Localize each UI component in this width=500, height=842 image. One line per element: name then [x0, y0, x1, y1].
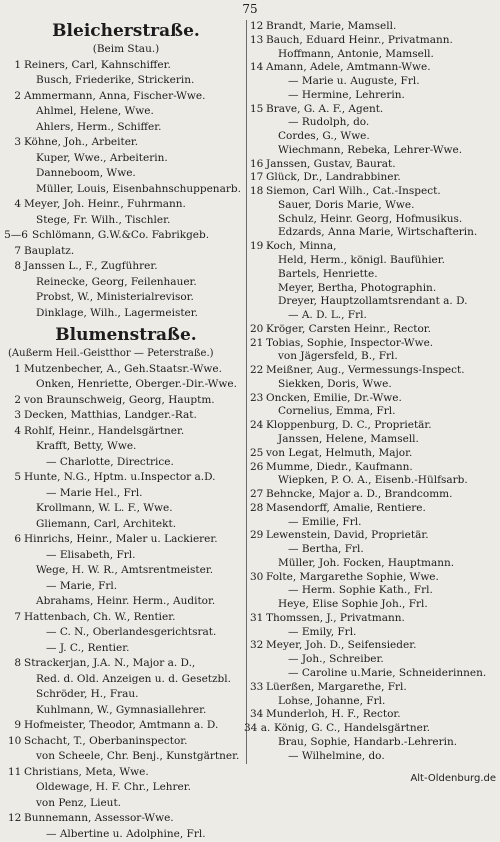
resident-entry: Dreyer, Hauptzollamtsrendant a. D. — [278, 295, 494, 309]
resident-entry: Köhne, Joh., Arbeiter. — [24, 135, 244, 151]
directory-entry — [250, 681, 494, 695]
directory-entry — [8, 765, 244, 781]
house-number: 11 — [8, 765, 21, 781]
directory-entry — [250, 392, 494, 406]
resident-entry: Glück, Dr., Landrabbiner. — [266, 171, 494, 185]
resident-entry: Meyer, Joh. D., Seifensieder. — [266, 639, 494, 653]
directory-entry — [8, 718, 244, 734]
resident-entry: Mumme, Diedr., Kaufmann. — [266, 461, 494, 475]
directory-entry — [250, 268, 494, 282]
directory-entry — [250, 708, 494, 722]
directory-entry — [8, 501, 244, 517]
resident-entry: Stege, Fr. Wilh., Tischler. — [36, 213, 244, 229]
resident-entry: Schröder, H., Frau. — [36, 687, 244, 703]
resident-entry: Behncke, Major a. D., Brandcomm. — [266, 488, 494, 502]
house-number: 13 — [250, 34, 263, 48]
house-number: 34 a. — [244, 722, 270, 736]
resident-entry: Christians, Meta, Wwe. — [24, 765, 244, 781]
resident-entry: — Herm. Sophie Kath., Frl. — [288, 584, 494, 598]
resident-entry: — J. C., Rentier. — [46, 641, 244, 657]
resident-entry: — Wilhelmine, do. — [288, 750, 494, 764]
resident-entry: von Penz, Lieut. — [36, 796, 244, 812]
directory-entry — [250, 89, 494, 103]
house-number: 4 — [8, 197, 21, 213]
directory-entry — [250, 543, 494, 557]
directory-entry — [8, 244, 244, 260]
directory-entry — [250, 103, 494, 117]
column-divider — [246, 20, 247, 764]
resident-entry: Amann, Adele, Amtmann-Wwe. — [266, 61, 494, 75]
directory-entry — [250, 488, 494, 502]
resident-entry: Kuhlmann, W., Gymnasiallehrer. — [36, 703, 244, 719]
directory-entry — [8, 58, 244, 74]
directory-entry — [250, 158, 494, 172]
resident-entry: Hofmeister, Theodor, Amtmann a. D. — [24, 718, 244, 734]
directory-entry — [8, 424, 244, 440]
resident-entry: Sauer, Doris Marie, Wwe. — [278, 199, 494, 213]
directory-entry — [8, 796, 244, 812]
directory-entry — [8, 393, 244, 409]
resident-entry: Koch, Minna, — [266, 240, 494, 254]
resident-entry: Probst, W., Ministerialrevisor. — [36, 290, 244, 306]
house-number: 24 — [250, 419, 263, 433]
directory-entry — [250, 171, 494, 185]
directory-entry — [250, 557, 494, 571]
house-number: 34 — [250, 708, 263, 722]
house-number: 31 — [250, 612, 263, 626]
house-number: 23 — [250, 392, 263, 406]
house-number: 5 — [8, 470, 21, 486]
directory-entry — [250, 185, 494, 199]
directory-entry — [250, 736, 494, 750]
resident-entry: Busch, Friederike, Strickerin. — [36, 73, 244, 89]
directory-entry — [8, 486, 244, 502]
house-number: 4 — [8, 424, 21, 440]
resident-entry: Heye, Elise Sophie Joh., Frl. — [278, 598, 494, 612]
directory-entry — [8, 259, 244, 275]
house-number: 25 — [250, 447, 263, 461]
resident-entry: Munderloh, H. F., Rector. — [266, 708, 494, 722]
directory-entry — [8, 703, 244, 719]
resident-entry: Hinrichs, Heinr., Maler u. Lackierer. — [24, 532, 244, 548]
resident-entry: — Marie u. Auguste, Frl. — [288, 75, 494, 89]
directory-entry — [250, 433, 494, 447]
resident-entry: Gliemann, Carl, Architekt. — [36, 517, 244, 533]
resident-entry: Kröger, Carsten Heinr., Rector. — [266, 323, 494, 337]
resident-entry: Held, Herm., königl. Baufühier. — [278, 254, 494, 268]
house-number: 21 — [250, 337, 263, 351]
directory-entry — [8, 734, 244, 750]
house-number: 2 — [8, 89, 21, 105]
house-number: 15 — [250, 103, 263, 117]
house-number: 1 — [8, 362, 21, 378]
directory-entry — [250, 598, 494, 612]
directory-entry — [250, 323, 494, 337]
resident-entry: Hattenbach, Ch. W., Rentier. — [24, 610, 244, 626]
resident-entry: Masendorff, Amalie, Rentiere. — [266, 502, 494, 516]
directory-entry — [250, 61, 494, 75]
directory-entry — [250, 20, 494, 34]
resident-entry: König, G. C., Handelsgärtner. — [274, 722, 494, 736]
resident-entry: — Marie, Frl. — [46, 579, 244, 595]
house-number: 16 — [250, 158, 263, 172]
house-number: 18 — [250, 185, 263, 199]
house-number: 12 — [250, 20, 263, 34]
watermark: Alt-Oldenburg.de — [410, 773, 496, 784]
directory-entry — [250, 419, 494, 433]
directory-entry — [250, 405, 494, 419]
directory-entry — [250, 337, 494, 351]
resident-entry: Brandt, Marie, Mamsell. — [266, 20, 494, 34]
directory-entry — [250, 626, 494, 640]
entry-list — [250, 20, 494, 763]
directory-entry — [8, 275, 244, 291]
resident-entry: Lewenstein, David, Proprietär. — [266, 529, 494, 543]
resident-entry: Hoffmann, Antonie, Mamsell. — [278, 48, 494, 62]
house-number: 7 — [8, 610, 21, 626]
directory-entry — [250, 461, 494, 475]
resident-entry: Müller, Louis, Eisenbahnschuppenarb. — [36, 182, 244, 198]
resident-entry: — C. N., Oberlandesgerichtsrat. — [46, 625, 244, 641]
house-number: 30 — [250, 571, 263, 585]
directory-entry — [8, 625, 244, 641]
directory-entry — [250, 474, 494, 488]
house-number: 12 — [8, 811, 21, 827]
resident-entry: Krafft, Betty, Wwe. — [36, 439, 244, 455]
directory-entry — [8, 610, 244, 626]
resident-entry: Krollmann, W. L. F., Wwe. — [36, 501, 244, 517]
resident-entry: von Legat, Helmuth, Major. — [266, 447, 494, 461]
resident-entry: Tobias, Sophie, Inspector-Wwe. — [266, 337, 494, 351]
resident-entry: Meyer, Bertha, Photographin. — [278, 282, 494, 296]
resident-entry: — Albertine u. Adolphine, Frl. — [46, 827, 244, 842]
house-number: 26 — [250, 461, 263, 475]
directory-entry — [250, 571, 494, 585]
resident-entry: Folte, Margarethe Sophie, Wwe. — [266, 571, 494, 585]
directory-entry — [250, 48, 494, 62]
resident-entry: Janssen, Gustav, Baurat. — [266, 158, 494, 172]
directory-entry — [250, 364, 494, 378]
directory-entry — [8, 594, 244, 610]
resident-entry: — Bertha, Frl. — [288, 543, 494, 557]
directory-entry — [250, 722, 494, 736]
directory-entry — [8, 439, 244, 455]
directory-entry — [250, 529, 494, 543]
directory-entry — [250, 144, 494, 158]
resident-entry: Strackerjan, J.A. N., Major a. D., — [24, 656, 244, 672]
directory-entry — [8, 672, 244, 688]
resident-entry: Cordes, G., Wwe. — [278, 130, 494, 144]
house-number: 3 — [8, 408, 21, 424]
resident-entry: Brave, G. A. F., Agent. — [266, 103, 494, 117]
entry-list — [8, 362, 244, 842]
directory-entry — [8, 579, 244, 595]
house-number: 29 — [250, 529, 263, 543]
directory-entry — [8, 408, 244, 424]
resident-entry: — Hermine, Lehrerin. — [288, 89, 494, 103]
house-number: 3 — [8, 135, 21, 151]
house-number: 1 — [8, 58, 21, 74]
directory-entry — [250, 667, 494, 681]
directory-entry — [8, 548, 244, 564]
directory-entry — [250, 502, 494, 516]
resident-entry: Red. d. Old. Anzeigen u. d. Gesetzbl. — [36, 672, 244, 688]
resident-entry: Bauplatz. — [24, 244, 244, 260]
directory-entry — [8, 151, 244, 167]
resident-entry: von Scheele, Chr. Benj., Kunstgärtner. — [36, 749, 244, 765]
directory-entry — [250, 309, 494, 323]
house-number: 20 — [250, 323, 263, 337]
directory-entry — [8, 687, 244, 703]
resident-entry: Janssen L., F., Zugführer. — [24, 259, 244, 275]
directory-entry — [8, 641, 244, 657]
resident-entry: Ammermann, Anna, Fischer-Wwe. — [24, 89, 244, 105]
resident-entry: — Elisabeth, Frl. — [46, 548, 244, 564]
house-number: 8 — [8, 656, 21, 672]
directory-entry — [8, 306, 244, 322]
resident-entry: Janssen, Helene, Mamsell. — [278, 433, 494, 447]
directory-entry — [250, 516, 494, 530]
resident-entry: — Charlotte, Directrice. — [46, 455, 244, 471]
directory-entry — [250, 750, 494, 764]
resident-entry: Danneboom, Wwe. — [36, 166, 244, 182]
resident-entry: Wege, H. W. R., Amtsrentmeister. — [36, 563, 244, 579]
resident-entry: Oldewage, H. F. Chr., Lehrer. — [36, 780, 244, 796]
resident-entry: Wiepken, P. O. A., Eisenb.-Hülfsarb. — [278, 474, 494, 488]
resident-entry: Siemon, Carl Wilh., Cat.-Inspect. — [266, 185, 494, 199]
directory-entry — [250, 130, 494, 144]
street-subheading: (Beim Stau.) — [8, 42, 244, 58]
resident-entry: Bauch, Eduard Heinr., Privatmann. — [266, 34, 494, 48]
directory-entry — [250, 254, 494, 268]
house-number: 2 — [8, 393, 21, 409]
house-number: 17 — [250, 171, 263, 185]
resident-entry: Hunte, N.G., Hptm. u.Inspector a.D. — [24, 470, 244, 486]
directory-entry — [8, 290, 244, 306]
resident-entry: Ahlmel, Helene, Wwe. — [36, 104, 244, 120]
resident-entry: von Jägersfeld, B., Frl. — [278, 350, 494, 364]
directory-entry — [250, 240, 494, 254]
resident-entry: — A. D. L., Frl. — [288, 309, 494, 323]
house-number: 6 — [8, 532, 21, 548]
directory-entry — [8, 780, 244, 796]
directory-entry — [8, 517, 244, 533]
directory-entry — [8, 73, 244, 89]
directory-entry — [250, 226, 494, 240]
resident-entry: Siekken, Doris, Wwe. — [278, 378, 494, 392]
right-column — [250, 20, 494, 763]
street-heading-bleicherstrasse: Bleicherstraße. — [8, 20, 244, 42]
resident-entry: Kloppenburg, D. C., Proprietär. — [266, 419, 494, 433]
directory-entry — [250, 350, 494, 364]
resident-entry: Kuper, Wwe., Arbeiterin. — [36, 151, 244, 167]
left-column — [8, 20, 244, 842]
directory-entry — [250, 213, 494, 227]
street-subheading: (Außerm Heil.-Geistthor — Peterstraße.) — [8, 346, 244, 362]
directory-entry — [8, 470, 244, 486]
resident-entry: Wiechmann, Rebeka, Lehrer-Wwe. — [278, 144, 494, 158]
directory-entry — [8, 377, 244, 393]
directory-entry — [8, 182, 244, 198]
house-number: 5—6 — [2, 228, 28, 244]
resident-entry: Meyer, Joh. Heinr., Fuhrmann. — [24, 197, 244, 213]
resident-entry: Bartels, Henriette. — [278, 268, 494, 282]
resident-entry: Mutzenbecher, A., Geh.Staatsr.-Wwe. — [24, 362, 244, 378]
directory-entry — [250, 116, 494, 130]
directory-entry — [8, 827, 244, 842]
resident-entry: Decken, Matthias, Landger.-Rat. — [24, 408, 244, 424]
resident-entry: Cornelius, Emma, Frl. — [278, 405, 494, 419]
directory-entry — [8, 362, 244, 378]
resident-entry: Rohlf, Heinr., Handelsgärtner. — [24, 424, 244, 440]
directory-entry — [8, 455, 244, 471]
directory-entry — [8, 197, 244, 213]
house-number: 14 — [250, 61, 263, 75]
resident-entry: — Joh., Schreiber. — [288, 653, 494, 667]
entry-list — [8, 58, 244, 322]
resident-entry: von Braunschweig, Georg, Hauptm. — [24, 393, 244, 409]
resident-entry: Onken, Henriette, Oberger.-Dir.-Wwe. — [36, 377, 244, 393]
directory-entry — [8, 532, 244, 548]
directory-entry — [250, 34, 494, 48]
house-number: 19 — [250, 240, 263, 254]
directory-entry — [250, 612, 494, 626]
directory-entry — [8, 563, 244, 579]
resident-entry: Reiners, Carl, Kahnschiffer. — [24, 58, 244, 74]
resident-entry: — Marie Hel., Frl. — [46, 486, 244, 502]
directory-entry — [250, 584, 494, 598]
directory-entry — [8, 120, 244, 136]
resident-entry: Reinecke, Georg, Feilenhauer. — [36, 275, 244, 291]
directory-entry — [8, 104, 244, 120]
resident-entry: Müller, Joh. Focken, Hauptmann. — [278, 557, 494, 571]
directory-entry — [8, 749, 244, 765]
house-number: 28 — [250, 502, 263, 516]
directory-entry — [250, 695, 494, 709]
house-number: 22 — [250, 364, 263, 378]
resident-entry: — Caroline u.Marie, Schneiderinnen. — [288, 667, 494, 681]
house-number: 10 — [8, 734, 21, 750]
house-number: 27 — [250, 488, 263, 502]
resident-entry: Lohse, Johanne, Frl. — [278, 695, 494, 709]
resident-entry: Dinklage, Wilh., Lagermeister. — [36, 306, 244, 322]
resident-entry: Thomssen, J., Privatmann. — [266, 612, 494, 626]
directory-entry — [8, 135, 244, 151]
street-heading-blumenstrasse: Blumenstraße. — [8, 324, 244, 346]
directory-entry — [8, 811, 244, 827]
directory-entry — [250, 447, 494, 461]
directory-entry — [8, 213, 244, 229]
directory-entry — [250, 378, 494, 392]
directory-entry — [8, 89, 244, 105]
resident-entry: Edzards, Anna Marie, Wirtschafterin. — [278, 226, 494, 240]
directory-entry — [8, 228, 244, 244]
resident-entry: — Emilie, Frl. — [288, 516, 494, 530]
page-number: 75 — [0, 2, 500, 16]
directory-entry — [250, 75, 494, 89]
directory-entry — [8, 166, 244, 182]
resident-entry: Lüerßen, Margarethe, Frl. — [266, 681, 494, 695]
directory-entry — [250, 639, 494, 653]
directory-entry — [250, 295, 494, 309]
directory-entry — [8, 656, 244, 672]
resident-entry: Abrahams, Heinr. Herm., Auditor. — [36, 594, 244, 610]
house-number: 8 — [8, 259, 21, 275]
directory-entry — [250, 282, 494, 296]
resident-entry: Schacht, T., Oberbaninspector. — [24, 734, 244, 750]
resident-entry: Bunnemann, Assessor-Wwe. — [24, 811, 244, 827]
resident-entry: Meißner, Aug., Vermessungs-Inspect. — [266, 364, 494, 378]
resident-entry: Schulz, Heinr. Georg, Hofmusikus. — [278, 213, 494, 227]
directory-entry — [250, 199, 494, 213]
house-number: 9 — [8, 718, 21, 734]
resident-entry: — Rudolph, do. — [288, 116, 494, 130]
resident-entry: Schlömann, G.W.&Co. Fabrikgeb. — [32, 228, 244, 244]
resident-entry: Brau, Sophie, Handarb.-Lehrerin. — [278, 736, 494, 750]
directory-entry — [250, 653, 494, 667]
resident-entry: — Emily, Frl. — [288, 626, 494, 640]
resident-entry: Oncken, Emilie, Dr.-Wwe. — [266, 392, 494, 406]
house-number: 33 — [250, 681, 263, 695]
resident-entry: Ahlers, Herm., Schiffer. — [36, 120, 244, 136]
house-number: 32 — [250, 639, 263, 653]
house-number: 7 — [8, 244, 21, 260]
